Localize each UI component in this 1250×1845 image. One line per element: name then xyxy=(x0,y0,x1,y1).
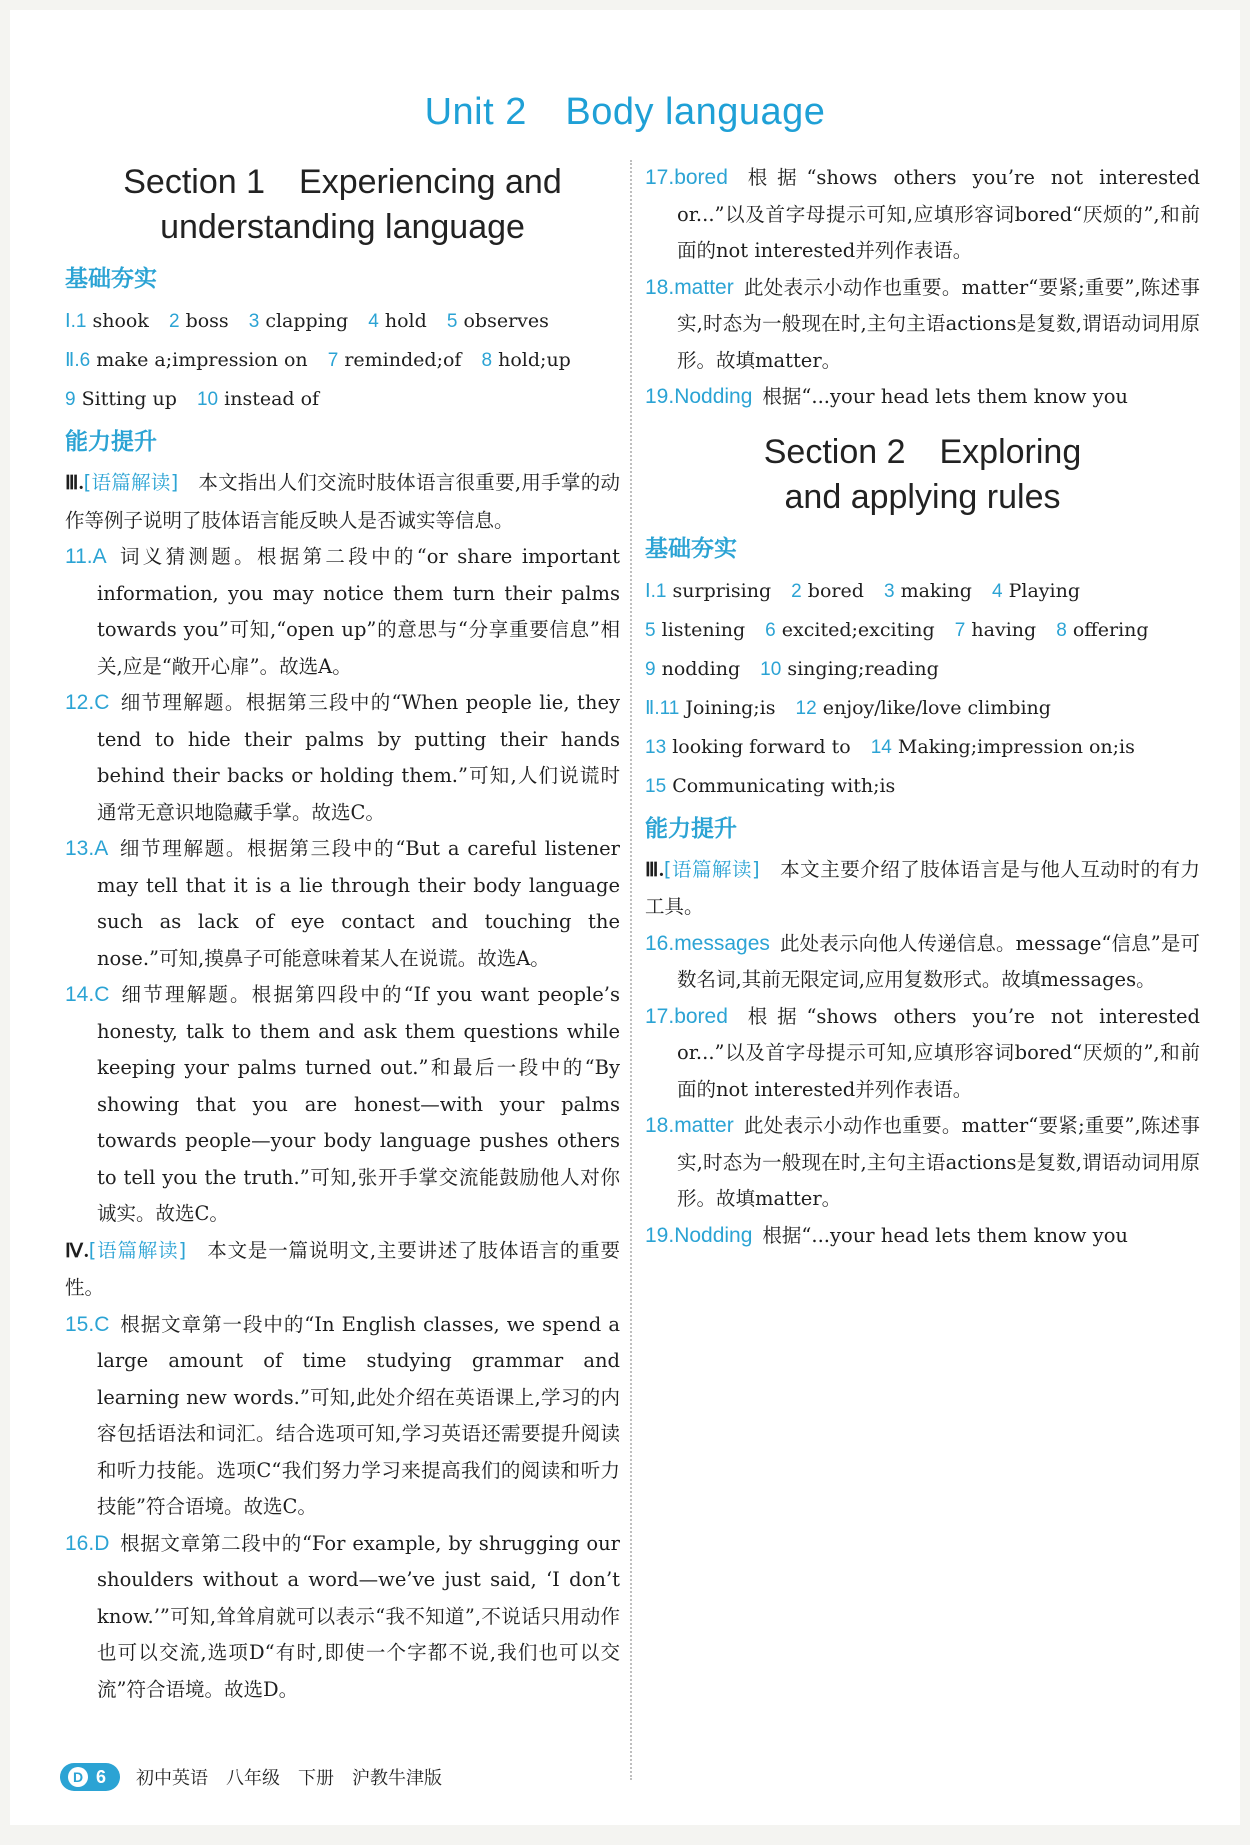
section-1-title-line-2: understanding language xyxy=(160,208,525,246)
answer-text: observes xyxy=(463,310,549,332)
answer-number: 7 xyxy=(954,619,966,641)
answer-text: hold;up xyxy=(498,349,571,371)
explanation: 此处表示小动作也重要。matter“要紧;重要”,陈述事实,时态为一般现在时,主句主语actions是复数,谓语动词用原形。故填matter。 xyxy=(677,275,1200,372)
answer-number: 6 xyxy=(765,619,776,641)
ability-heading: 能力提升 xyxy=(65,429,157,455)
question-number: 17.bored xyxy=(645,1004,728,1028)
section-2-title-line-1: Section 2 Exploring xyxy=(763,432,1082,471)
answer-number: 15 xyxy=(645,775,667,797)
answer-number: 5 xyxy=(645,619,656,641)
answer-item-12 xyxy=(65,685,620,831)
volume-label: 下册 xyxy=(298,1768,335,1789)
answer-number: 3 xyxy=(883,580,895,602)
section-2-title-line-2: and applying rules xyxy=(784,477,1061,516)
answer-number: 2 xyxy=(791,580,802,602)
book-title: 初中英语 xyxy=(136,1768,209,1789)
answer-number: 7 xyxy=(327,350,339,371)
basic-heading: 基础夯实 xyxy=(645,535,737,562)
question-number: 19.Nodding xyxy=(645,1223,753,1247)
explanation: 根据“shows others you’re not interested or...”以及首字母提示可知,应填形容词bored“厌烦的”,和前面的not interested并列作表语。 xyxy=(677,166,1200,262)
explanation: 细节理解题。根据第三段中的“When people lie, they tend to hide their palms by putting their hands behind their backs or holding them.”可知,人们说谎时通常无意识地隐藏手掌。故选C。 xyxy=(97,691,620,824)
answer-number: 2 xyxy=(168,311,180,332)
basic-heading: 基础夯实 xyxy=(65,266,157,292)
page-badge xyxy=(60,1763,120,1791)
question-number: 18.matter xyxy=(645,1114,734,1137)
badge-letter: D xyxy=(68,1767,88,1787)
answer-number: 5 xyxy=(446,311,458,332)
basic-answer-line xyxy=(645,611,1200,650)
answer-text: boss xyxy=(185,310,229,332)
answer-number: 9 xyxy=(645,658,656,680)
answer-number: 14 xyxy=(870,736,892,758)
answer-text: looking forward to xyxy=(672,735,851,758)
answer-item-18-fill xyxy=(645,1108,1200,1218)
summary-text: 本文是一篇说明文,主要讲述了肢体语言的重要性。 xyxy=(65,1238,620,1299)
page-footer xyxy=(60,1762,460,1792)
answer-text: Communicating with;is xyxy=(672,774,896,797)
answer-item-11 xyxy=(65,539,620,685)
part-label: Ⅲ. xyxy=(645,859,664,881)
page-number: 6 xyxy=(96,1766,107,1787)
answer-text: instead of xyxy=(224,388,320,410)
answer-text: Joining;is xyxy=(685,696,776,719)
passage-summary-iii xyxy=(65,465,620,539)
answer-text: shook xyxy=(92,310,149,332)
basic-answers xyxy=(65,302,620,419)
basic-answers xyxy=(645,572,1200,806)
question-number: 16.D xyxy=(65,1531,110,1555)
explanation: 根据“...your head lets them know you xyxy=(762,385,1128,408)
section-1-title-line-1: Section 1 Experiencing and xyxy=(123,163,562,201)
explanation: 根据“shows others you’re not interested or...”以及首字母提示可知,应填形容词bored“厌烦的”,和前面的not interested并列作表语。 xyxy=(677,1004,1200,1101)
answer-text: bored xyxy=(807,579,864,602)
answer-number: 3 xyxy=(248,311,260,332)
answer-text: having xyxy=(971,618,1037,641)
edition-label: 沪教牛津版 xyxy=(352,1768,443,1789)
answer-number: Ⅰ.1 xyxy=(645,580,667,602)
summary-text: 本文主要介绍了肢体语言是与他人互动时的有力工具。 xyxy=(645,857,1200,918)
answer-text: surprising xyxy=(672,579,772,602)
answer-text: hold xyxy=(384,310,427,332)
answer-text: Sitting up xyxy=(81,388,177,410)
answer-number: Ⅰ.1 xyxy=(65,311,87,332)
grade-label: 八年级 xyxy=(226,1768,281,1789)
question-number: 19.Nodding xyxy=(645,385,753,408)
explanation: 根据“...your head lets them know you xyxy=(762,1223,1128,1247)
answer-text: enjoy/like/love climbing xyxy=(822,696,1051,719)
basic-answer-line xyxy=(645,572,1200,611)
answer-text: clapping xyxy=(265,310,349,332)
answer-number: 8 xyxy=(481,350,493,371)
answer-text: excited;exciting xyxy=(781,618,935,641)
answer-text: Making;impression on;is xyxy=(897,735,1135,758)
answer-number: 10 xyxy=(760,658,782,680)
answer-item-14 xyxy=(65,977,620,1233)
basic-answer-line xyxy=(65,341,620,380)
question-number: 12.C xyxy=(65,691,110,714)
answer-text: make a;impression on xyxy=(96,349,308,371)
explanation: 细节理解题。根据第四段中的“If you want people’s honesty, talk to them and ask them questions while keeping your palms turned out.”和最后一段中的“By showing that you are honest—with your palms towards people—your body language pushes others to tell you the truth.”可知,张开手掌交流能鼓励他人对你诚实。故选C。 xyxy=(97,983,620,1225)
question-number: 13.A xyxy=(65,837,109,860)
answer-item-17-fill xyxy=(645,999,1200,1109)
answer-number: 9 xyxy=(65,389,76,410)
question-number: 15.C xyxy=(65,1312,110,1336)
answer-item-19-fill xyxy=(645,1218,1200,1255)
answer-item-17 xyxy=(645,160,1200,270)
answer-item-16-fill xyxy=(645,926,1200,999)
summary-text: 本文指出人们交流时肢体语言很重要,用手掌的动作等例子说明了肢体语言能反映人是否诚实等信息。 xyxy=(65,471,620,532)
answer-number: Ⅱ.11 xyxy=(645,697,680,719)
answer-number: 4 xyxy=(368,311,379,332)
answer-number: 10 xyxy=(196,389,219,410)
answer-number: 4 xyxy=(991,580,1003,602)
column-divider xyxy=(630,160,632,1780)
answer-item-16 xyxy=(65,1526,620,1709)
answer-number: Ⅱ.6 xyxy=(65,350,91,371)
basic-answer-line xyxy=(65,302,620,341)
answer-item-13 xyxy=(65,831,620,977)
answer-page xyxy=(10,10,1240,1825)
basic-answer-line xyxy=(645,650,1200,689)
answer-number: 12 xyxy=(795,697,817,719)
explanation: 此处表示小动作也重要。matter“要紧;重要”,陈述事实,时态为一般现在时,主句主语actions是复数,谓语动词用原形。故填matter。 xyxy=(677,1114,1200,1210)
explanation: 词义猜测题。根据第二段中的“or share important information, you may notice them turn their palms towards you”可知,“open up”的意思与“分享重要信息”相关,应是“敞开心扉”。故选A。 xyxy=(97,545,620,678)
section-1-title xyxy=(65,160,620,250)
answer-text: making xyxy=(900,579,972,602)
left-column xyxy=(65,160,620,1708)
unit-title: Unit 2 Body language xyxy=(424,91,826,133)
answer-text: listening xyxy=(661,618,746,641)
question-number: 11.A xyxy=(65,545,107,568)
passage-summary-iii xyxy=(645,852,1200,926)
part-label: Ⅳ. xyxy=(65,1240,89,1262)
part-label: Ⅲ. xyxy=(65,473,84,494)
question-number: 14.C xyxy=(65,983,110,1006)
explanation: 根据文章第一段中的“In English classes, we spend a large amount of time studying grammar and learning new words.”可知,此处介绍在英语课上,学习的内容包括语法和词汇。结合选项可知,学习英语还需要提升阅读和听力技能。选项C“我们努力学习来提高我们的阅读和听力技能”符合语境。故选C。 xyxy=(97,1312,620,1518)
basic-answer-line xyxy=(645,767,1200,806)
passage-tag: [语篇解读] xyxy=(88,1238,187,1262)
explanation: 细节理解题。根据第三段中的“But a careful listener may tell that it is a lie through their body language such as lack of eye contact and touching the nose.”可知,摸鼻子可能意味着某人在说谎。故选A。 xyxy=(97,837,620,970)
question-number: 18.matter xyxy=(645,275,734,299)
explanation: 根据文章第二段中的“For example, by shrugging our shoulders without a word—we’ve just said, ‘I don’t know.’”可知,耸耸肩就可以表示“我不知道”,不说话只用动作也可以交流,选项D“有时,即使一个字都不说,我们也可以交流”符合语境。故选D。 xyxy=(97,1531,620,1701)
answer-text: offering xyxy=(1072,618,1149,641)
answer-item-18 xyxy=(645,270,1200,380)
basic-answer-line xyxy=(645,689,1200,728)
ability-heading: 能力提升 xyxy=(645,815,737,842)
answer-text: reminded;of xyxy=(344,349,462,371)
basic-answer-line xyxy=(645,728,1200,767)
answer-item-19 xyxy=(645,379,1200,416)
answer-number: 8 xyxy=(1056,619,1067,641)
answer-text: Playing xyxy=(1008,579,1080,602)
section-2-title xyxy=(645,430,1200,520)
question-number: 16.messages xyxy=(645,931,770,955)
answer-text: nodding xyxy=(661,657,741,680)
answer-item-15 xyxy=(65,1307,620,1526)
answer-number: 13 xyxy=(645,736,667,758)
basic-answer-line xyxy=(65,380,620,419)
passage-tag: [语篇解读] xyxy=(663,857,760,881)
explanation: 此处表示向他人传递信息。message“信息”是可数名词,其前无限定词,应用复数形式。故填messages。 xyxy=(677,931,1200,991)
answer-text: singing;reading xyxy=(787,657,939,680)
question-number: 17.bored xyxy=(645,166,728,189)
passage-summary-iv xyxy=(65,1233,620,1307)
passage-tag: [语篇解读] xyxy=(83,471,179,494)
right-column xyxy=(645,160,1200,1254)
